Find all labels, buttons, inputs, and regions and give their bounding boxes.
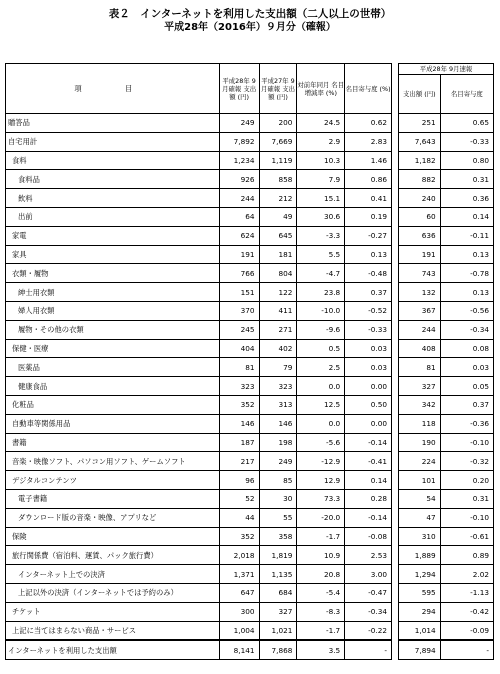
spend-2016-cell: 217 bbox=[219, 452, 259, 471]
side-contribution-cell: - bbox=[440, 640, 493, 659]
spend-2015-cell: 85 bbox=[259, 471, 297, 490]
table-row bbox=[6, 452, 392, 471]
spend-2016-cell: 151 bbox=[219, 283, 259, 302]
spend-2015-cell: 79 bbox=[259, 358, 297, 377]
side-table-row bbox=[399, 471, 494, 490]
side-contribution-cell: 0.08 bbox=[440, 339, 493, 358]
side-spend-cell: 244 bbox=[399, 320, 441, 339]
side-table-row bbox=[399, 114, 494, 133]
spend-2015-cell: 198 bbox=[259, 433, 297, 452]
side-table-row bbox=[399, 395, 494, 414]
yoy-rate-cell: 2.5 bbox=[297, 358, 345, 377]
spend-2016-cell: 624 bbox=[219, 226, 259, 245]
item-label: 旅行関係費（宿泊料、運賃、パック旅行費） bbox=[6, 546, 220, 565]
spend-2015-cell: 402 bbox=[259, 339, 297, 358]
yoy-rate-cell: 30.6 bbox=[297, 207, 345, 226]
side-contribution-cell: 0.65 bbox=[440, 114, 493, 133]
side-table-row bbox=[399, 583, 494, 602]
item-label: 上記以外の決済（インターネットでは予約のみ） bbox=[6, 583, 220, 602]
item-label: 食料 bbox=[6, 151, 220, 170]
side-contribution-cell: 0.05 bbox=[440, 377, 493, 396]
table-row bbox=[6, 132, 392, 151]
side-spend-cell: 310 bbox=[399, 527, 441, 546]
main-header-row bbox=[6, 64, 392, 114]
contribution-cell: 0.03 bbox=[345, 358, 392, 377]
yoy-rate-cell: 20.8 bbox=[297, 565, 345, 584]
side-spend-cell: 327 bbox=[399, 377, 441, 396]
item-label: インターネットを利用した支出額 bbox=[6, 640, 220, 659]
table-row bbox=[6, 546, 392, 565]
side-spend-cell: 191 bbox=[399, 245, 441, 264]
spend-2015-cell: 49 bbox=[259, 207, 297, 226]
side-spend-cell: 47 bbox=[399, 508, 441, 527]
spend-2016-cell: 8,141 bbox=[219, 640, 259, 659]
main-table bbox=[5, 63, 392, 660]
spend-2015-cell: 313 bbox=[259, 395, 297, 414]
side-spend-cell: 190 bbox=[399, 433, 441, 452]
contribution-cell: 3.00 bbox=[345, 565, 392, 584]
spend-2015-cell: 858 bbox=[259, 170, 297, 189]
side-header-row bbox=[399, 75, 494, 114]
spend-2016-cell: 352 bbox=[219, 395, 259, 414]
side-contribution-cell: -0.10 bbox=[440, 508, 493, 527]
yoy-rate-cell: -5.4 bbox=[297, 583, 345, 602]
yoy-rate-cell: 10.3 bbox=[297, 151, 345, 170]
side-contribution-cell: 2.02 bbox=[440, 565, 493, 584]
spend-2016-cell: 1,234 bbox=[219, 151, 259, 170]
item-label: ダウンロード版の音楽・映像、アプリなど bbox=[6, 508, 220, 527]
yoy-rate-cell: -9.6 bbox=[297, 320, 345, 339]
side-spend-cell: 118 bbox=[399, 414, 441, 433]
spend-2015-cell: 323 bbox=[259, 377, 297, 396]
yoy-rate-cell: 0.0 bbox=[297, 414, 345, 433]
header-contribution: 名目寄与度 (%) bbox=[345, 64, 392, 114]
spend-2015-cell: 271 bbox=[259, 320, 297, 339]
spend-2016-cell: 52 bbox=[219, 489, 259, 508]
spend-2016-cell: 146 bbox=[219, 414, 259, 433]
contribution-cell: -0.48 bbox=[345, 264, 392, 283]
side-table-row bbox=[399, 301, 494, 320]
item-label: 履物・その他の衣類 bbox=[6, 320, 220, 339]
item-label: 家具 bbox=[6, 245, 220, 264]
spend-2015-cell: 122 bbox=[259, 283, 297, 302]
contribution-cell: -0.47 bbox=[345, 583, 392, 602]
spend-2016-cell: 244 bbox=[219, 189, 259, 208]
side-table-row bbox=[399, 283, 494, 302]
spend-2015-cell: 7,669 bbox=[259, 132, 297, 151]
side-spend-cell: 81 bbox=[399, 358, 441, 377]
table-row bbox=[6, 245, 392, 264]
spend-2015-cell: 30 bbox=[259, 489, 297, 508]
side-table-row bbox=[399, 320, 494, 339]
contribution-cell: -0.52 bbox=[345, 301, 392, 320]
table-row bbox=[6, 301, 392, 320]
side-spend-cell: 595 bbox=[399, 583, 441, 602]
side-spend-cell: 342 bbox=[399, 395, 441, 414]
yoy-rate-cell: -3.3 bbox=[297, 226, 345, 245]
side-contribution-cell: -0.42 bbox=[440, 602, 493, 621]
side-spend-cell: 7,894 bbox=[399, 640, 441, 659]
item-label: 紳士用衣類 bbox=[6, 283, 220, 302]
side-total-row bbox=[399, 640, 494, 659]
side-spend-cell: 240 bbox=[399, 189, 441, 208]
page-title bbox=[0, 8, 500, 34]
side-table-row bbox=[399, 508, 494, 527]
yoy-rate-cell: -1.7 bbox=[297, 621, 345, 640]
yoy-rate-cell: 23.8 bbox=[297, 283, 345, 302]
contribution-cell: -0.14 bbox=[345, 508, 392, 527]
yoy-rate-cell: -12.9 bbox=[297, 452, 345, 471]
side-header-title: 平成28年 9月速報 bbox=[399, 64, 494, 75]
table-row bbox=[6, 395, 392, 414]
side-table-row bbox=[399, 339, 494, 358]
yoy-rate-cell: 0.0 bbox=[297, 377, 345, 396]
side-contribution-cell: 0.80 bbox=[440, 151, 493, 170]
side-contribution-cell: 0.36 bbox=[440, 189, 493, 208]
spend-2016-cell: 300 bbox=[219, 602, 259, 621]
spend-2015-cell: 249 bbox=[259, 452, 297, 471]
yoy-rate-cell: -4.7 bbox=[297, 264, 345, 283]
spend-2015-cell: 200 bbox=[259, 114, 297, 133]
spend-2015-cell: 1,819 bbox=[259, 546, 297, 565]
spend-2016-cell: 249 bbox=[219, 114, 259, 133]
spend-2015-cell: 146 bbox=[259, 414, 297, 433]
spend-2016-cell: 404 bbox=[219, 339, 259, 358]
spend-2016-cell: 187 bbox=[219, 433, 259, 452]
item-label: 自宅用計 bbox=[6, 132, 220, 151]
yoy-rate-cell: 12.9 bbox=[297, 471, 345, 490]
contribution-cell: 0.28 bbox=[345, 489, 392, 508]
side-spend-cell: 636 bbox=[399, 226, 441, 245]
table-row bbox=[6, 565, 392, 584]
header-spend-2016: 平成28年 9月確報 支出額 (円) bbox=[219, 64, 259, 114]
contribution-cell: 0.50 bbox=[345, 395, 392, 414]
side-table-row bbox=[399, 207, 494, 226]
contribution-cell: 2.83 bbox=[345, 132, 392, 151]
side-header-title-row bbox=[399, 64, 494, 75]
contribution-cell: -0.34 bbox=[345, 602, 392, 621]
table-row bbox=[6, 527, 392, 546]
side-table-row bbox=[399, 527, 494, 546]
side-contribution-cell: -0.78 bbox=[440, 264, 493, 283]
spend-2015-cell: 1,135 bbox=[259, 565, 297, 584]
side-spend-cell: 224 bbox=[399, 452, 441, 471]
yoy-rate-cell: -8.3 bbox=[297, 602, 345, 621]
spend-2015-cell: 327 bbox=[259, 602, 297, 621]
side-spend-cell: 101 bbox=[399, 471, 441, 490]
spend-2015-cell: 1,021 bbox=[259, 621, 297, 640]
contribution-cell: 0.37 bbox=[345, 283, 392, 302]
header-item: 項 目 bbox=[6, 64, 220, 114]
yoy-rate-cell: -1.7 bbox=[297, 527, 345, 546]
spend-2015-cell: 645 bbox=[259, 226, 297, 245]
table-row bbox=[6, 358, 392, 377]
side-contribution-cell: 0.13 bbox=[440, 283, 493, 302]
side-contribution-cell: -0.10 bbox=[440, 433, 493, 452]
side-spend-cell: 294 bbox=[399, 602, 441, 621]
yoy-rate-cell: 3.5 bbox=[297, 640, 345, 659]
item-label: 化粧品 bbox=[6, 395, 220, 414]
side-table-row bbox=[399, 433, 494, 452]
item-label: デジタルコンテンツ bbox=[6, 471, 220, 490]
side-table-row bbox=[399, 377, 494, 396]
table-row bbox=[6, 489, 392, 508]
side-contribution-cell: 0.89 bbox=[440, 546, 493, 565]
side-table-row bbox=[399, 226, 494, 245]
side-table-row bbox=[399, 264, 494, 283]
table-row bbox=[6, 621, 392, 640]
item-label: 出前 bbox=[6, 207, 220, 226]
side-contribution-cell: -0.11 bbox=[440, 226, 493, 245]
spend-2015-cell: 7,868 bbox=[259, 640, 297, 659]
side-table-row bbox=[399, 489, 494, 508]
side-contribution-cell: 0.20 bbox=[440, 471, 493, 490]
header-yoy-rate: 対前年同月 名目増減率 (%) bbox=[297, 64, 345, 114]
contribution-cell: -0.14 bbox=[345, 433, 392, 452]
spend-2015-cell: 358 bbox=[259, 527, 297, 546]
item-label: 衣類・履物 bbox=[6, 264, 220, 283]
yoy-rate-cell: 24.5 bbox=[297, 114, 345, 133]
side-table-row bbox=[399, 132, 494, 151]
side-spend-cell: 1,889 bbox=[399, 546, 441, 565]
contribution-cell: - bbox=[345, 640, 392, 659]
table-row bbox=[6, 320, 392, 339]
yoy-rate-cell: -10.0 bbox=[297, 301, 345, 320]
yoy-rate-cell: -5.6 bbox=[297, 433, 345, 452]
table-row bbox=[6, 283, 392, 302]
table-row bbox=[6, 170, 392, 189]
yoy-rate-cell: 5.5 bbox=[297, 245, 345, 264]
total-row bbox=[6, 640, 392, 659]
item-label: 医薬品 bbox=[6, 358, 220, 377]
contribution-cell: 0.03 bbox=[345, 339, 392, 358]
yoy-rate-cell: 10.9 bbox=[297, 546, 345, 565]
title-line-1: 表２ インターネットを利用した支出額（二人以上の世帯） bbox=[108, 8, 392, 20]
item-label: 上記に当てはまらない商品・サービス bbox=[6, 621, 220, 640]
yoy-rate-cell: -20.0 bbox=[297, 508, 345, 527]
yoy-rate-cell: 7.9 bbox=[297, 170, 345, 189]
side-contribution-cell: 0.37 bbox=[440, 395, 493, 414]
side-contribution-cell: 0.31 bbox=[440, 489, 493, 508]
table-row bbox=[6, 114, 392, 133]
yoy-rate-cell: 15.1 bbox=[297, 189, 345, 208]
table-row bbox=[6, 433, 392, 452]
item-label: 電子書籍 bbox=[6, 489, 220, 508]
spend-2016-cell: 766 bbox=[219, 264, 259, 283]
item-label: 音楽・映像ソフト、パソコン用ソフト、ゲームソフト bbox=[6, 452, 220, 471]
side-header-spend: 支出額 (円) bbox=[399, 75, 441, 114]
table-row bbox=[6, 151, 392, 170]
spend-2016-cell: 323 bbox=[219, 377, 259, 396]
side-contribution-cell: -0.61 bbox=[440, 527, 493, 546]
item-label: 健康食品 bbox=[6, 377, 220, 396]
contribution-cell: 0.00 bbox=[345, 377, 392, 396]
side-table bbox=[398, 63, 494, 660]
item-label: 婦人用衣類 bbox=[6, 301, 220, 320]
spend-2015-cell: 181 bbox=[259, 245, 297, 264]
contribution-cell: 0.41 bbox=[345, 189, 392, 208]
item-label: チケット bbox=[6, 602, 220, 621]
side-table-row bbox=[399, 170, 494, 189]
side-table-row bbox=[399, 452, 494, 471]
side-contribution-cell: 0.13 bbox=[440, 245, 493, 264]
spend-2016-cell: 2,018 bbox=[219, 546, 259, 565]
side-table-row bbox=[399, 546, 494, 565]
spend-2016-cell: 1,004 bbox=[219, 621, 259, 640]
spend-2016-cell: 191 bbox=[219, 245, 259, 264]
table-row bbox=[6, 339, 392, 358]
spend-2016-cell: 647 bbox=[219, 583, 259, 602]
side-contribution-cell: 0.31 bbox=[440, 170, 493, 189]
spend-2016-cell: 352 bbox=[219, 527, 259, 546]
spend-2016-cell: 370 bbox=[219, 301, 259, 320]
header-spend-2015: 平成27年 9月確報 支出額 (円) bbox=[259, 64, 297, 114]
side-table-row bbox=[399, 414, 494, 433]
side-header-contribution: 名目寄与度 bbox=[440, 75, 493, 114]
side-contribution-cell: 0.14 bbox=[440, 207, 493, 226]
side-table-row bbox=[399, 621, 494, 640]
side-spend-cell: 367 bbox=[399, 301, 441, 320]
yoy-rate-cell: 2.9 bbox=[297, 132, 345, 151]
spend-2015-cell: 804 bbox=[259, 264, 297, 283]
item-label: 飲料 bbox=[6, 189, 220, 208]
spend-2016-cell: 1,371 bbox=[219, 565, 259, 584]
table-row bbox=[6, 414, 392, 433]
contribution-cell: 2.53 bbox=[345, 546, 392, 565]
spend-2016-cell: 96 bbox=[219, 471, 259, 490]
side-contribution-cell: -0.32 bbox=[440, 452, 493, 471]
title-line-2: 平成28年（2016年）９月分（確報） bbox=[164, 22, 336, 33]
spend-2015-cell: 411 bbox=[259, 301, 297, 320]
side-table-row bbox=[399, 151, 494, 170]
contribution-cell: 0.62 bbox=[345, 114, 392, 133]
table-row bbox=[6, 471, 392, 490]
contribution-cell: 0.14 bbox=[345, 471, 392, 490]
contribution-cell: 0.13 bbox=[345, 245, 392, 264]
spend-2016-cell: 44 bbox=[219, 508, 259, 527]
contribution-cell: -0.08 bbox=[345, 527, 392, 546]
contribution-cell: -0.33 bbox=[345, 320, 392, 339]
side-spend-cell: 1,182 bbox=[399, 151, 441, 170]
spend-2016-cell: 64 bbox=[219, 207, 259, 226]
table-row bbox=[6, 583, 392, 602]
table-row bbox=[6, 377, 392, 396]
side-spend-cell: 7,643 bbox=[399, 132, 441, 151]
spend-2015-cell: 212 bbox=[259, 189, 297, 208]
item-label: 贈答品 bbox=[6, 114, 220, 133]
table-row bbox=[6, 508, 392, 527]
table-row bbox=[6, 226, 392, 245]
spend-2016-cell: 81 bbox=[219, 358, 259, 377]
item-label: 自動車等関係用品 bbox=[6, 414, 220, 433]
side-contribution-cell: -0.56 bbox=[440, 301, 493, 320]
spend-2015-cell: 55 bbox=[259, 508, 297, 527]
table-row bbox=[6, 602, 392, 621]
item-label: インターネット上での決済 bbox=[6, 565, 220, 584]
side-table-row bbox=[399, 245, 494, 264]
item-label: 食料品 bbox=[6, 170, 220, 189]
side-spend-cell: 408 bbox=[399, 339, 441, 358]
side-contribution-cell: -0.09 bbox=[440, 621, 493, 640]
contribution-cell: 0.19 bbox=[345, 207, 392, 226]
spend-2016-cell: 7,892 bbox=[219, 132, 259, 151]
side-spend-cell: 1,294 bbox=[399, 565, 441, 584]
contribution-cell: -0.27 bbox=[345, 226, 392, 245]
contribution-cell: 0.00 bbox=[345, 414, 392, 433]
contribution-cell: -0.22 bbox=[345, 621, 392, 640]
side-spend-cell: 743 bbox=[399, 264, 441, 283]
side-contribution-cell: -0.34 bbox=[440, 320, 493, 339]
side-contribution-cell: -1.13 bbox=[440, 583, 493, 602]
item-label: 書籍 bbox=[6, 433, 220, 452]
contribution-cell: -0.41 bbox=[345, 452, 392, 471]
table-row bbox=[6, 264, 392, 283]
spend-2016-cell: 245 bbox=[219, 320, 259, 339]
spend-2015-cell: 684 bbox=[259, 583, 297, 602]
side-contribution-cell: -0.33 bbox=[440, 132, 493, 151]
contribution-cell: 0.86 bbox=[345, 170, 392, 189]
side-contribution-cell: 0.03 bbox=[440, 358, 493, 377]
item-label: 家電 bbox=[6, 226, 220, 245]
spend-2016-cell: 926 bbox=[219, 170, 259, 189]
side-spend-cell: 60 bbox=[399, 207, 441, 226]
item-label: 保険 bbox=[6, 527, 220, 546]
contribution-cell: 1.46 bbox=[345, 151, 392, 170]
table-row bbox=[6, 207, 392, 226]
side-table-row bbox=[399, 602, 494, 621]
side-table-row bbox=[399, 189, 494, 208]
table-row bbox=[6, 189, 392, 208]
side-spend-cell: 882 bbox=[399, 170, 441, 189]
side-spend-cell: 251 bbox=[399, 114, 441, 133]
side-spend-cell: 132 bbox=[399, 283, 441, 302]
side-spend-cell: 54 bbox=[399, 489, 441, 508]
yoy-rate-cell: 12.5 bbox=[297, 395, 345, 414]
item-label: 保健・医療 bbox=[6, 339, 220, 358]
yoy-rate-cell: 0.5 bbox=[297, 339, 345, 358]
side-table-row bbox=[399, 565, 494, 584]
side-table-row bbox=[399, 358, 494, 377]
side-spend-cell: 1,014 bbox=[399, 621, 441, 640]
spend-2015-cell: 1,119 bbox=[259, 151, 297, 170]
side-contribution-cell: -0.36 bbox=[440, 414, 493, 433]
yoy-rate-cell: 73.3 bbox=[297, 489, 345, 508]
